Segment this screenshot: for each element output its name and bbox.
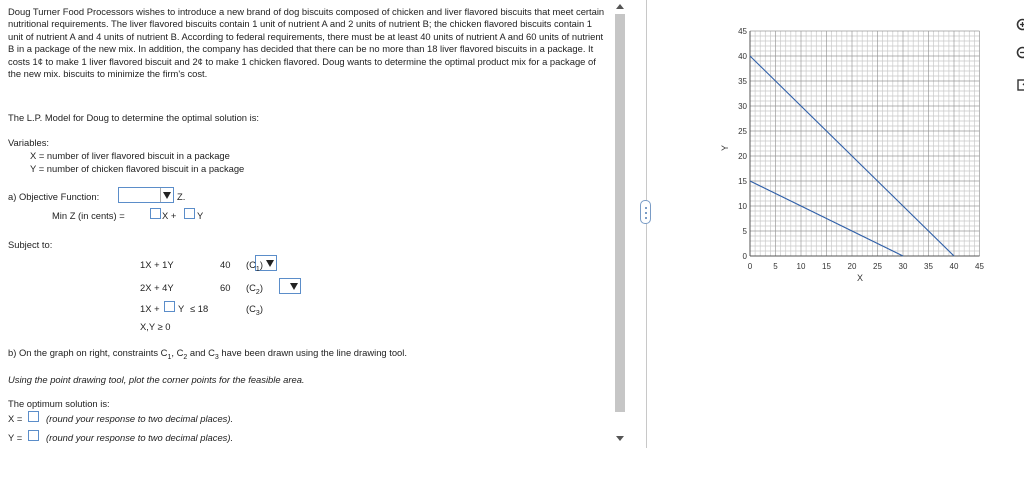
x-tick-label: 25 (873, 262, 882, 271)
x-tick-label: 15 (822, 262, 831, 271)
objective-label: a) Objective Function: (8, 191, 100, 202)
y-tick-label: 45 (738, 27, 747, 36)
x-tick-label: 35 (924, 262, 933, 271)
x-tick-labels (748, 262, 985, 271)
x-tick-label: 40 (949, 262, 959, 271)
part-b-instruction: Using the point drawing tool, plot the corner points for the feasible area. (8, 374, 305, 385)
c2-tag: $(C_2)$ (246, 282, 263, 296)
optimum-y-input[interactable] (28, 430, 39, 441)
x-tick-label: 45 (975, 262, 984, 271)
x-tick-label: 5 (773, 262, 778, 271)
objective-type-select[interactable] (118, 187, 174, 203)
x-tick-label: 0 (747, 262, 753, 271)
x-suffix: X + (162, 210, 177, 221)
variables-heading: Variables: (8, 137, 49, 148)
optimum-y-label: Y = (8, 432, 23, 443)
y-tick-labels (738, 27, 747, 261)
zoom-out-icon[interactable] (1015, 45, 1024, 63)
vertical-scrollbar[interactable] (612, 0, 628, 452)
lp-graph[interactable] (700, 20, 990, 290)
model-intro: The L.P. Model for Doug to determine the optimal solution is: (8, 112, 260, 123)
subject-to-heading: Subject to: (8, 239, 53, 250)
x-tick-label: 10 (796, 262, 806, 271)
dropdown-arrow-icon (290, 283, 298, 290)
objective-z-label: Z. (177, 191, 186, 202)
dropdown-arrow-icon (163, 192, 171, 199)
optimum-x-input[interactable] (28, 411, 39, 422)
c1-lhs: 1X + 1Y (140, 259, 174, 270)
c1-rhs: 40 (220, 259, 231, 270)
axes (750, 31, 980, 256)
part-b-text: b) On the graph on right, constraints $C_1$, $C_2$ and $C_3$ have been drawn using the line drawing tool. (8, 347, 407, 361)
y-tick-label: 0 (742, 252, 747, 261)
x-coefficient-input[interactable] (150, 208, 161, 219)
panel-divider (646, 0, 647, 448)
y-tick-label: 15 (738, 177, 747, 186)
c2-rhs: 60 (220, 282, 231, 293)
y-suffix: Y (197, 210, 204, 221)
select-divider (160, 188, 161, 202)
c2-relation-select[interactable] (279, 278, 301, 294)
handle-dot (645, 212, 647, 214)
scroll-up-arrow-icon[interactable] (616, 4, 624, 9)
c3-tag: $(C_3)$ (246, 303, 263, 317)
y-coefficient-input[interactable] (184, 208, 195, 219)
c2-lhs: 2X + 4Y (140, 282, 174, 293)
c3-lhs-a: 1X + (140, 303, 160, 314)
dropdown-arrow-icon (266, 260, 274, 267)
y-tick-label: 30 (738, 102, 747, 111)
variable-y-def: Y = number of chicken flavored biscuit in a package (30, 163, 245, 174)
panel-resize-handle[interactable] (640, 200, 651, 224)
y-axis-label: Y (720, 144, 730, 152)
y-tick-label: 5 (742, 227, 747, 236)
c3-rhs: ≤ 18 (190, 303, 209, 314)
optimum-y-hint: (round your response to two decimal places). (46, 432, 234, 443)
c3-lhs-b: Y (178, 303, 185, 314)
y-tick-label: 25 (738, 127, 747, 136)
handle-dot (645, 217, 647, 219)
major-grid (750, 31, 980, 256)
optimum-x-label: X = (8, 413, 23, 424)
y-tick-label: 35 (738, 77, 747, 86)
optimum-heading: The optimum solution is: (8, 398, 110, 409)
problem-paragraph: Doug Turner Food Processors wishes to introduce a new brand of dog biscuits composed of chicken and liver flavored biscuits that meet certain nutritional requirements. The liver flavored biscuits contain 1 unit of nutrient A and 2 units of nutrient B; the chicken flavored biscuits contain 1 unit of nutrient A and 4 units of nutrient B. According to federal requirements, there must be at least 40 units of nutrient A and 60 units of nutrient B in a package of the new mix. In addition, the company has decided that there can be no more than 18 liver flavored biscuits in a package. It costs 1¢ to make 1 liver flavored biscuit and 2¢ to make 1 chicken flavored. Doug wants to determine the optimal product mix for a package of the new mix. biscuits to minimize the firm's cost. (8, 6, 605, 80)
popout-icon[interactable] (1015, 75, 1024, 93)
nonnegativity: X,Y ≥ 0 (140, 321, 171, 332)
y-tick-label: 20 (738, 152, 747, 161)
c1-tag: $(C_1)$ (246, 259, 263, 273)
x-tick-label: 30 (898, 262, 908, 271)
y-tick-label: 40 (738, 52, 747, 61)
x-tick-label: 20 (847, 262, 857, 271)
optimum-x-hint: (round your response to two decimal places). (46, 413, 234, 424)
minor-grid (750, 31, 980, 256)
variable-x-def: X = number of liver flavored biscuit in a package (30, 150, 230, 161)
y-tick-label: 10 (738, 202, 747, 211)
scroll-down-arrow-icon[interactable] (616, 436, 624, 441)
x-axis-label: X (856, 273, 864, 283)
min-z-label: Min Z (in cents) = (52, 210, 125, 221)
zoom-in-icon[interactable] (1015, 17, 1024, 35)
handle-dot (645, 207, 647, 209)
c3-y-coefficient-input[interactable] (164, 301, 175, 312)
scrollbar-thumb[interactable] (615, 14, 625, 412)
